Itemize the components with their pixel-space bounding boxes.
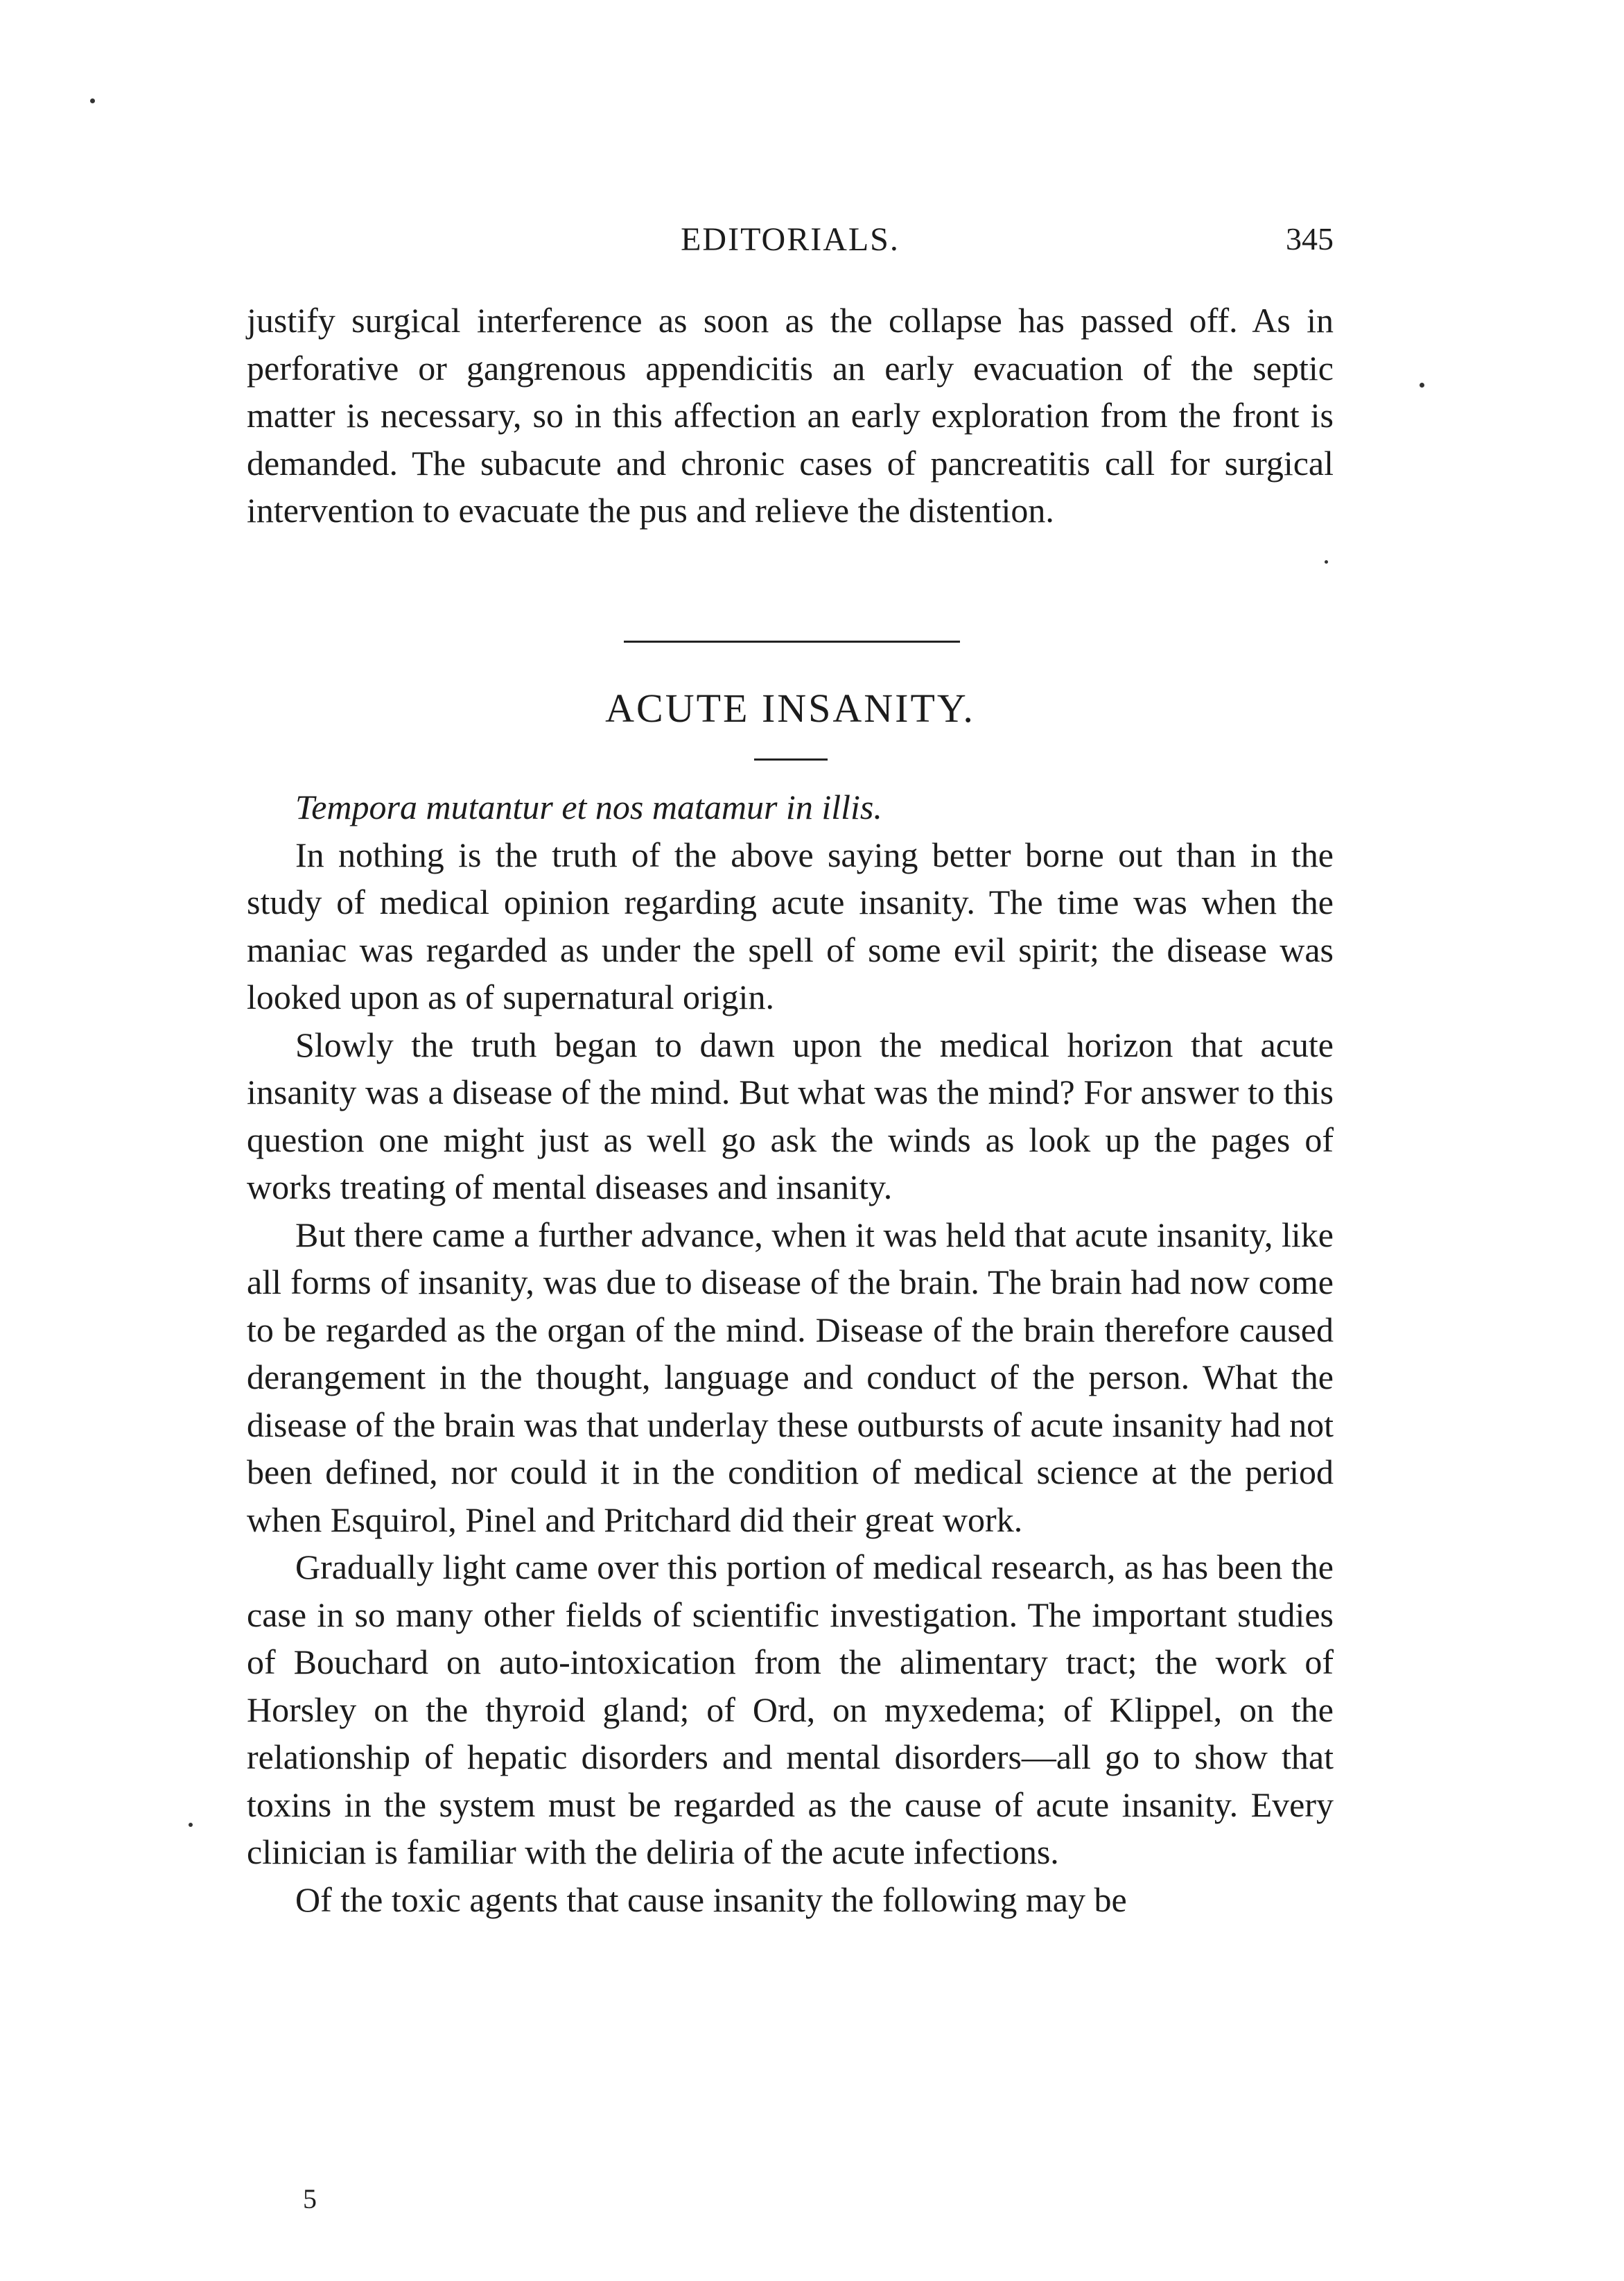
epigraph: Tempora mutantur et nos matamur in illis.: [295, 788, 882, 826]
print-speck: [1325, 560, 1328, 564]
paragraph: But there came a further advance, when it was held that acute insanity, like all forms of insanity, was due to disease of the brain. The brain had now come to be regarded as the organ of the mind. Disease of the brain therefore caused derangement in the thought, language and conduct of the person. What the disease of the brain was that underlay these outbursts of acute insanity had not been defined, nor could it in the condition of medical science at the period when Esquirol, Pinel and Pritchard did their great work.: [247, 1215, 1334, 1539]
paragraph: Slowly the truth began to dawn upon the medical horizon that acute insanity was a disease of the mind. But what was the mind? For answer to this question one might just as well go ask the winds as look up the pages of works treating of mental diseases and insanity.: [247, 1025, 1334, 1206]
article-title: ACUTE INSANITY.: [605, 686, 975, 731]
paragraph: In nothing is the truth of the above saying better borne out than in the study of medical opinion regarding acute insanity. The time was when the maniac was regarded as under the spell of some evil spirit; the disease was looked upon as of supernatural origin.: [247, 835, 1334, 1016]
article-body: [247, 783, 1334, 1923]
paragraph: Of the toxic agents that cause insanity the following may be: [295, 1880, 1127, 1919]
title-rule: [754, 758, 828, 761]
page-header: [247, 220, 1334, 269]
continuation-text: [247, 297, 1334, 535]
print-speck: [189, 1823, 193, 1827]
print-speck: [90, 98, 95, 103]
page-number: 345: [1286, 221, 1334, 257]
print-speck: [1420, 383, 1424, 388]
paragraph: justify surgical interference as soon as the collapse has passed off. As in perforative or gangrenous appendicitis an early evacuation of the septic matter is necessary, so in this affection an early exploration from the front is demanded. The subacute and chronic cases of pancreatitis call for surgical intervention to evacuate the pus and relieve the distention.: [247, 301, 1334, 530]
running-head: EDITORIALS.: [681, 221, 900, 258]
signature-mark: 5: [303, 2183, 317, 2214]
section-divider: [624, 641, 960, 643]
paragraph: Gradually light came over this portion of medical research, as has been the case in so many other fields of scientific investigation. The important studies of Bouchard on auto-intoxication from the alimentary tract; the work of Horsley on the thyroid gland; of Ord, on myxedema; of Klippel, on the relationship of hepatic disorders and mental disorders—all go to show that toxins in the system must be regarded as the cause of acute insanity. Every clinician is familiar with the deliria of the acute infections.: [247, 1547, 1334, 1871]
